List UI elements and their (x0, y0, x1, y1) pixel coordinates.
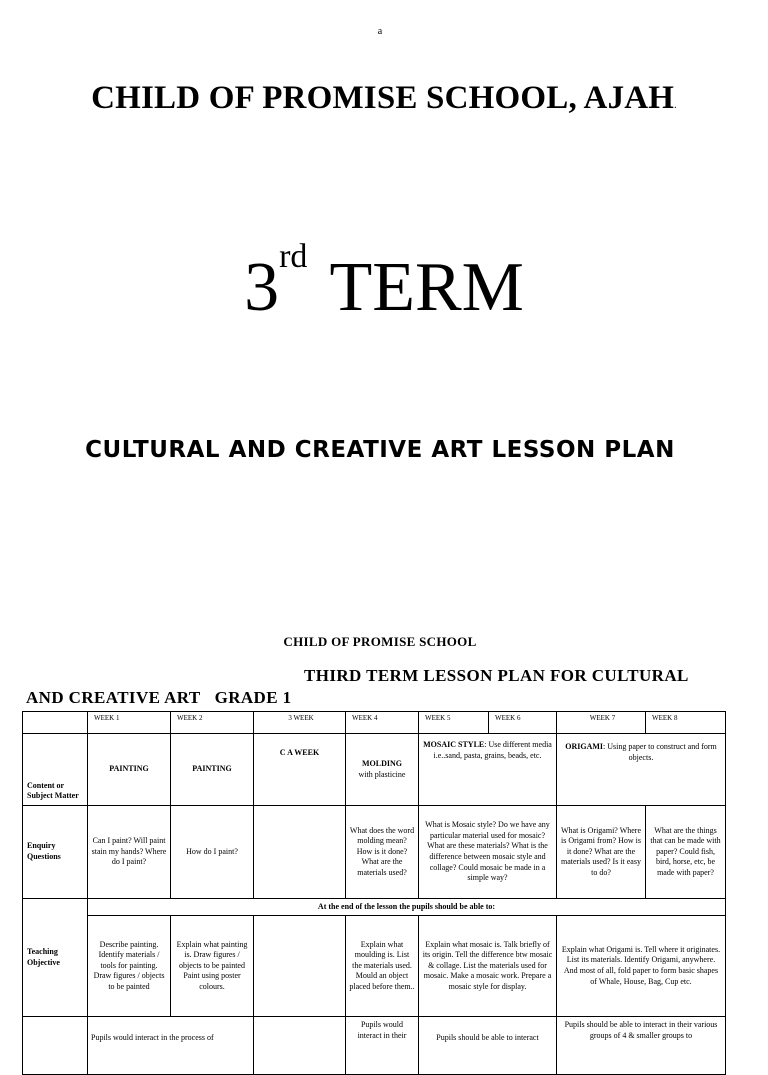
teaching-week-2: Explain what painting is. Draw figures / objects to be painted Paint using poster colours. (171, 916, 254, 1017)
origami-text: : Using paper to construct and form objects. (603, 742, 717, 762)
enquiry-week-5-6: What is Mosaic style? Do we have any particular material used for mosaic? What are these materials? What is the difference between mosaic style and collage? Could mosaic be made in a simple way? (419, 806, 557, 899)
content-week-7-8 (557, 734, 726, 806)
activity-week-7-8: Pupils should be able to interact in their various groups of 4 & smaller groups to (557, 1017, 726, 1075)
week-5-header: WEEK 5 (419, 712, 489, 734)
content-week-2: PAINTING (171, 734, 254, 806)
teaching-week-5-6: Explain what mosaic is. Talk briefly of its origin. Tell the difference btw mosaic & collage. List the materials used for mosaic. Make a mosaic work. Prepare a mosaic style for display. (419, 916, 557, 1017)
week-2-header: WEEK 2 (171, 712, 254, 734)
objective-heading: At the end of the lesson the pupils should be able to: (88, 899, 726, 916)
molding-title: MOLDING (362, 758, 402, 768)
school-title-dot: . (674, 100, 677, 111)
activity-week-1-2: Pupils would interact in the process of (88, 1017, 254, 1075)
teaching-week-4: Explain what moulding is. List the materials used. Mould an object placed before them.. (346, 916, 419, 1017)
teaching-objective-label: Teaching Objective (23, 899, 88, 1017)
week-4-header: WEEK 4 (346, 712, 419, 734)
enquiry-week-7: What is Origami? Where is Origami from? How is it done? What are the materials used? Is it easy to do? (557, 806, 646, 899)
mosaic-text: : Use different media i.e..sand, pasta, grains, beads, etc. (433, 740, 552, 760)
week-header-corner (23, 712, 88, 734)
content-week-5-6 (419, 734, 557, 806)
school-title (0, 80, 768, 117)
content-week-4 (346, 734, 419, 806)
teaching-week-3 (254, 916, 346, 1017)
plan-grade: GRADE 1 (214, 688, 292, 707)
activity-label (23, 1017, 88, 1075)
term-number: 3 (244, 249, 280, 326)
plan-title-line2 (26, 688, 292, 708)
enquiry-week-1: Can I paint? Will paint stain my hands? Where do I paint? (88, 806, 171, 899)
teaching-week-7-8: Explain what Origami is. Tell where it originates. List its materials. Identify Origami, anywhere. And most of all, fold paper to form basic shapes of Whale, House, Bag, Cup etc. (557, 916, 726, 1017)
mosaic-title: MOSAIC STYLE (423, 740, 485, 749)
lesson-plan-title: CULTURAL AND CREATIVE ART LESSON PLAN (85, 437, 675, 463)
week-3-header: 3 WEEK (254, 712, 346, 734)
origami-title: ORIGAMI (565, 742, 604, 751)
enquiry-week-4: What does the word molding mean? How is it done? What are the materials used? (346, 806, 419, 899)
week-7-header: WEEK 7 (557, 712, 646, 734)
content-label: Content or Subject Matter (23, 734, 88, 806)
term-word: TERM (329, 249, 524, 326)
objective-heading-row (23, 899, 726, 916)
plan-title-subject: AND CREATIVE ART (26, 688, 201, 707)
term-heading (0, 238, 768, 328)
enquiry-week-2: How do I paint? (171, 806, 254, 899)
school-title-text: CHILD OF PROMISE SCHOOL, AJAH (91, 80, 675, 116)
plan-title-line1: THIRD TERM LESSON PLAN FOR CULTURAL (304, 666, 689, 685)
activity-week-4: Pupils would interact in their (346, 1017, 419, 1075)
week-1-header: WEEK 1 (88, 712, 171, 734)
enquiry-label: Enquiry Questions (23, 806, 88, 899)
enquiry-week-3 (254, 806, 346, 899)
molding-subtitle: with plasticine (358, 769, 406, 779)
activity-week-5-6: Pupils should be able to interact (419, 1017, 557, 1075)
teaching-row (23, 916, 726, 1017)
week-header-row (23, 712, 726, 734)
teaching-week-1: Describe painting. Identify materials / tools for painting. Draw figures / objects to be painted (88, 916, 171, 1017)
week-8-header: WEEK 8 (646, 712, 726, 734)
activity-row (23, 1017, 726, 1075)
term-suffix: rd (279, 238, 308, 275)
enquiry-week-8: What are the things that can be made with paper? Could fish, bird, horse, etc, be made with paper? (646, 806, 726, 899)
lesson-plan-table (22, 711, 726, 1075)
enquiry-row (23, 806, 726, 899)
content-row (23, 734, 726, 806)
top-mark: a (377, 26, 383, 37)
content-week-3: C A WEEK (254, 734, 346, 806)
activity-week-3 (254, 1017, 346, 1075)
plan-school-name: CHILD OF PROMISE SCHOOL (283, 634, 477, 649)
content-week-1: PAINTING (88, 734, 171, 806)
week-6-header: WEEK 6 (489, 712, 557, 734)
